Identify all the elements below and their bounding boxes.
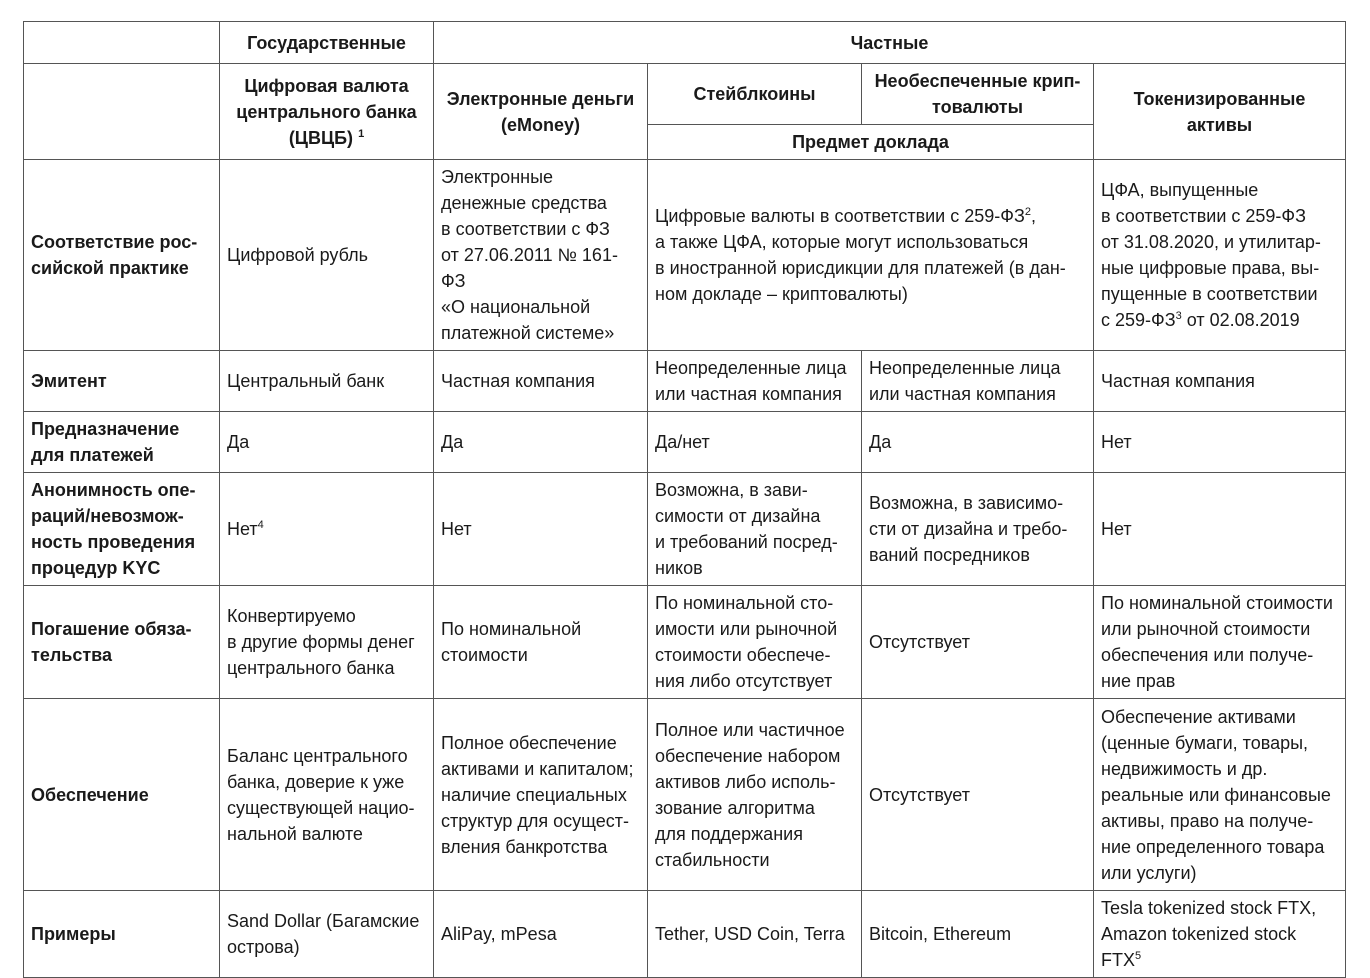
- cell-unbacked-backing: Отсутствует: [862, 699, 1094, 891]
- header-tokenized: Токенизированные активы: [1094, 64, 1346, 160]
- cell-unbacked-payments: Да: [862, 412, 1094, 473]
- row-backing: [24, 699, 1346, 891]
- cell-tokenized-russian-practice: [1094, 160, 1346, 351]
- cell-emoney-backing: Полное обеспечение активами и капиталом; наличие специальных структур для осущест- вления банкротства: [434, 699, 648, 891]
- row-label-russian-practice: Соответствие рос- сийской практике: [24, 160, 220, 351]
- header-private: Частные: [434, 22, 1346, 64]
- tokenized-practice-text-2: от 02.08.2019: [1181, 310, 1300, 330]
- cell-cbdc-backing: Баланс центрального банка, доверие к уже существующей нацио- нальной валюте: [220, 699, 434, 891]
- row-label-backing: Обеспечение: [24, 699, 220, 891]
- header-unbacked-crypto: Необеспеченные крип- товалюты: [862, 64, 1094, 125]
- row-issuer: [24, 351, 1346, 412]
- cell-cbdc-payments: Да: [220, 412, 434, 473]
- crypto-practice-footnote: 2: [1024, 206, 1031, 218]
- header-report-subject: Предмет доклада: [648, 125, 1094, 160]
- header-state: Государственные: [220, 22, 434, 64]
- cell-cbdc-examples: Sand Dollar (Багамские острова): [220, 891, 434, 978]
- cell-tokenized-anonymity: Нет: [1094, 473, 1346, 586]
- cell-cbdc-russian-practice: Цифровой рубль: [220, 160, 434, 351]
- header-row-groups: [24, 22, 1346, 64]
- crypto-practice-text-1: Цифровые валюты в соответствии с 259-ФЗ: [655, 206, 1025, 226]
- tokenized-examples-footnote: 5: [1135, 950, 1142, 962]
- row-label-anonymity: Анонимность опе- раций/невозмож- ность проведения процедур KYC: [24, 473, 220, 586]
- cell-tokenized-examples: [1094, 891, 1346, 978]
- row-label-payments: Предназначение для платежей: [24, 412, 220, 473]
- cell-unbacked-redemption: Отсутствует: [862, 586, 1094, 699]
- cell-crypto-russian-practice: [648, 160, 1094, 351]
- row-label-examples: Примеры: [24, 891, 220, 978]
- cell-unbacked-examples: Bitcoin, Ethereum: [862, 891, 1094, 978]
- cell-emoney-redemption: По номинальной стоимости: [434, 586, 648, 699]
- tokenized-practice-text-1: ЦФА, выпущенные в соответствии с 259-ФЗ от 31.08.2020, и утилитар- ные цифровые права, вы- пущенные в соответствии с 259-ФЗ: [1101, 180, 1321, 330]
- cell-tokenized-backing: Обеспечение активами (ценные бумаги, товары, недвижимость и др. реальные или финансовые активы, право на получе- ние определенного товара или услуги): [1094, 699, 1346, 891]
- cell-cbdc-redemption: Конвертируемо в другие формы денег центрального банка: [220, 586, 434, 699]
- cell-emoney-payments: Да: [434, 412, 648, 473]
- cell-stablecoins-redemption: По номинальной сто- имости или рыночной стоимости обеспече- ния либо отсутствует: [648, 586, 862, 699]
- row-redemption: [24, 586, 1346, 699]
- cell-stablecoins-backing: Полное или частичное обеспечение набором активов либо исполь- зование алгоритма для поддержания стабильности: [648, 699, 862, 891]
- cell-cbdc-issuer: Центральный банк: [220, 351, 434, 412]
- header-cbdc-footnote: 1: [358, 127, 365, 140]
- tokenized-practice-footnote: 3: [1175, 310, 1182, 322]
- cell-stablecoins-payments: Да/нет: [648, 412, 862, 473]
- header-cbdc: [220, 64, 434, 160]
- cell-tokenized-redemption: По номинальной стоимости или рыночной стоимости обеспечения или получе- ние прав: [1094, 586, 1346, 699]
- row-examples: [24, 891, 1346, 978]
- header-emoney: Электронные деньги (eMoney): [434, 64, 648, 160]
- row-payments: [24, 412, 1346, 473]
- digital-money-comparison-table: [23, 21, 1346, 978]
- cell-cbdc-anonymity: [220, 473, 434, 586]
- comparison-table-container: [23, 21, 1345, 978]
- cell-emoney-anonymity: Нет: [434, 473, 648, 586]
- header-label-cell: [24, 64, 220, 160]
- cell-stablecoins-issuer: Неопределенные лица или частная компания: [648, 351, 862, 412]
- cell-unbacked-anonymity: Возможна, в зависимо- сти от дизайна и требо- ваний посредников: [862, 473, 1094, 586]
- crypto-practice-text-2: , а также ЦФА, которые могут использоваться в иностранной юрисдикции для платежей (в дан- ном докладе – криптовалюты): [655, 206, 1066, 304]
- header-row-types: [24, 64, 1346, 125]
- header-corner-cell: [24, 22, 220, 64]
- cell-emoney-issuer: Частная компания: [434, 351, 648, 412]
- cell-tokenized-payments: Нет: [1094, 412, 1346, 473]
- cell-stablecoins-anonymity: Возможна, в зави- симости от дизайна и требований посред- ников: [648, 473, 862, 586]
- row-anonymity: [24, 473, 1346, 586]
- row-label-issuer: Эмитент: [24, 351, 220, 412]
- tokenized-examples-text: Tesla tokenized stock FTX, Amazon tokenized stock FTX: [1101, 898, 1317, 970]
- header-cbdc-text: Цифровая валюта центрального банка (ЦВЦБ): [236, 75, 417, 148]
- row-russian-practice: [24, 160, 1346, 351]
- cell-stablecoins-examples: Tether, USD Coin, Terra: [648, 891, 862, 978]
- cell-unbacked-issuer: Неопределенные лица или частная компания: [862, 351, 1094, 412]
- cell-emoney-russian-practice: Электронные денежные средства в соответствии с ФЗ от 27.06.2011 № 161-ФЗ «О национальной платежной системе»: [434, 160, 648, 351]
- cell-tokenized-issuer: Частная компания: [1094, 351, 1346, 412]
- cbdc-anonymity-text: Нет: [227, 519, 258, 539]
- row-label-redemption: Погашение обяза- тельства: [24, 586, 220, 699]
- cbdc-anonymity-footnote: 4: [257, 519, 264, 531]
- cell-emoney-examples: AliPay, mPesa: [434, 891, 648, 978]
- header-stablecoins: Стейблкоины: [648, 64, 862, 125]
